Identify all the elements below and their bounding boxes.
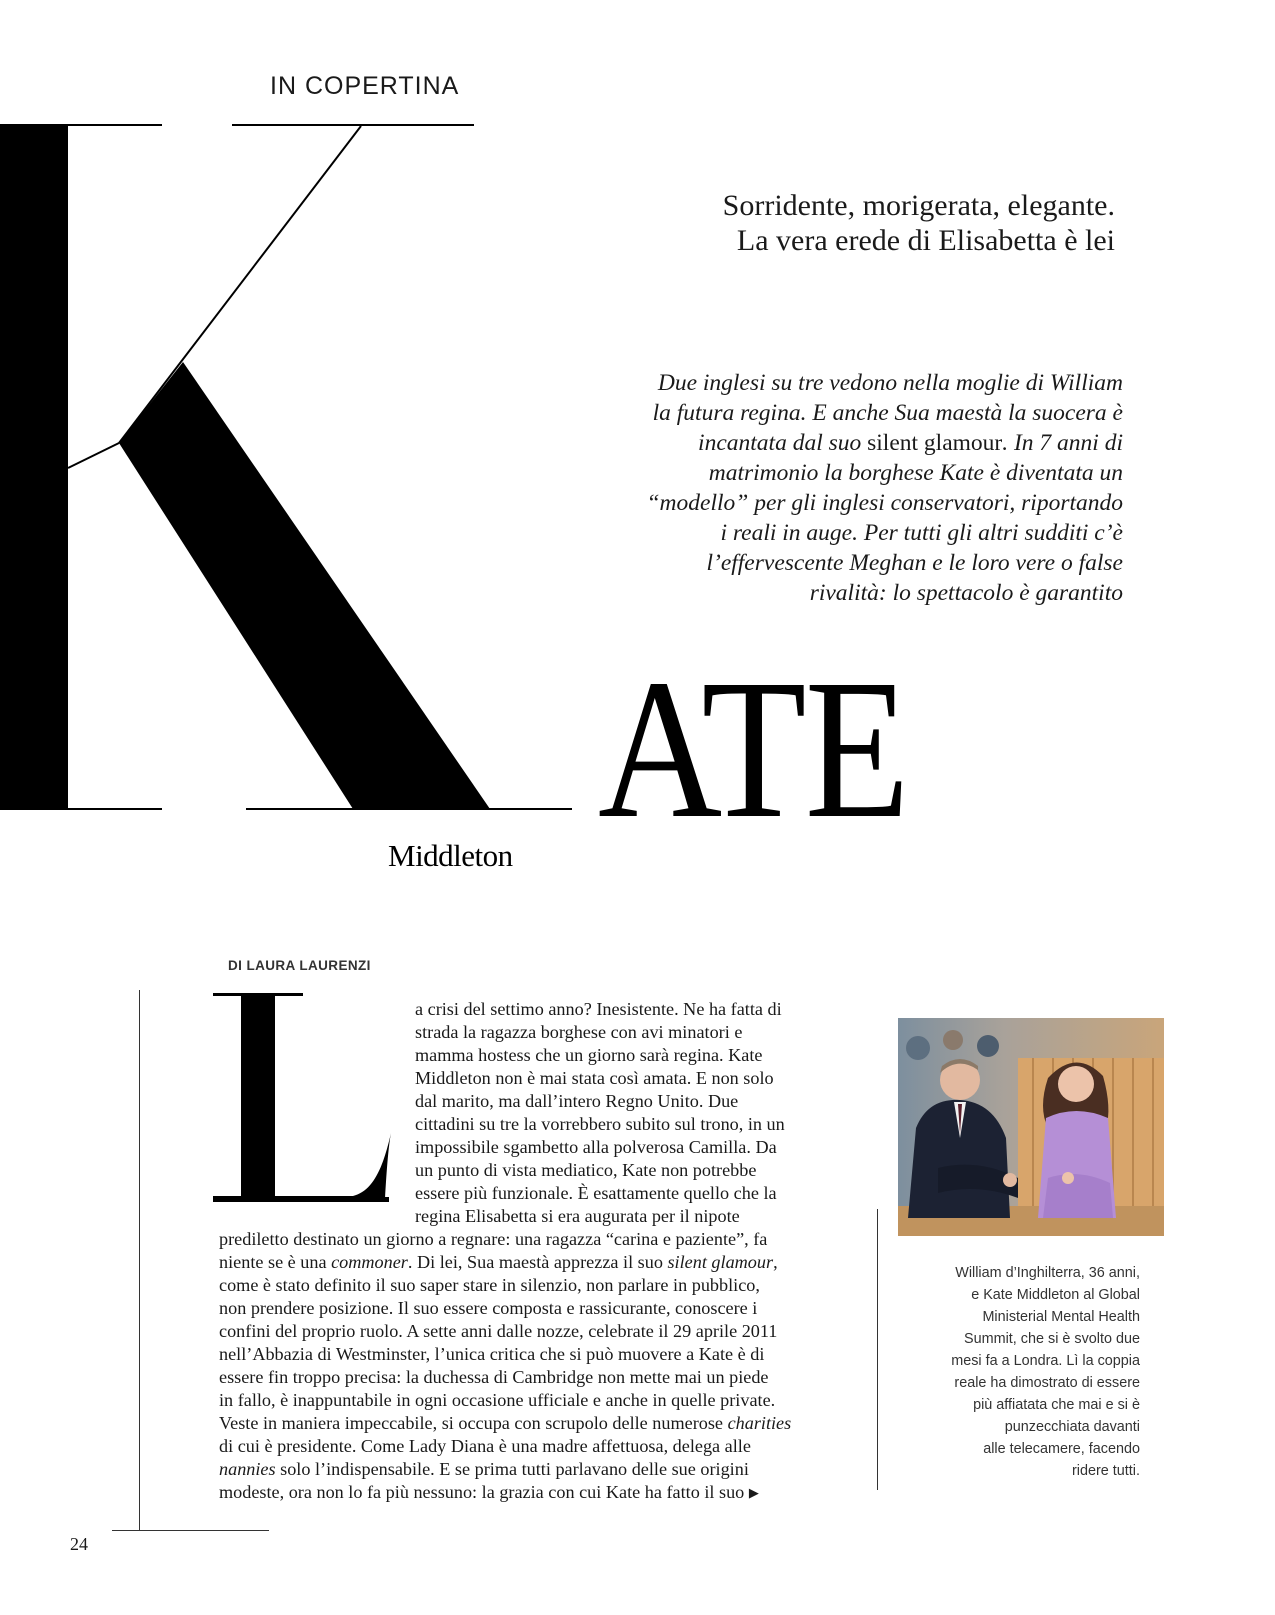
k-thick-leg — [119, 362, 490, 809]
standfirst-line — [623, 548, 1123, 578]
standfirst-run: rivalità: lo spettacolo è garantito — [809, 580, 1123, 606]
article-run: nell’Abbazia di Westminster, l’unica critica che si può muovere a Kate è di — [219, 1344, 765, 1364]
article-run: Middleton non è mai stata così amata. E non solo — [415, 1068, 774, 1088]
article-line — [219, 1090, 819, 1113]
caption-line: William d’Inghilterra, 36 anni, — [955, 1265, 1140, 1281]
article-run: silent glamour — [667, 1252, 774, 1272]
photo-caption — [940, 1262, 1140, 1482]
title-big-letter-k — [0, 0, 600, 840]
article-run: un punto di vista mediatico, Kate non potrebbe — [415, 1160, 757, 1180]
byline: DI LAURA LAURENZI — [228, 958, 371, 973]
standfirst-run: Due inglesi su tre vedono nella moglie di William — [657, 370, 1123, 396]
k-top-serif-left — [0, 124, 162, 126]
title-subtitle: Middleton — [388, 838, 513, 873]
article-run: . Di lei, Sua maestà apprezza il suo — [407, 1252, 668, 1272]
article-run: mamma hostess che un giorno sarà regina. Kate — [415, 1045, 763, 1065]
caption-line: e Kate Middleton al Global — [971, 1287, 1140, 1303]
article-run: dal marito, ma dall’intero Regno Unito. Due — [415, 1091, 739, 1111]
article-run: di cui è presidente. Come Lady Diana è una madre affettuosa, delega alle — [219, 1436, 751, 1456]
article-line — [219, 1274, 819, 1297]
column-rule-left — [139, 990, 140, 1530]
article-line — [219, 1021, 819, 1044]
standfirst-line — [623, 488, 1123, 518]
k-top-serif-right — [232, 124, 474, 126]
article-run: in fallo, è inappuntabile in ogni occasione ufficiale e anche in quelle private. — [219, 1390, 776, 1410]
caption-line: più affiatata che mai e si è — [973, 1397, 1140, 1413]
article-line — [219, 1044, 819, 1067]
caption-line: Ministerial Mental Health — [982, 1309, 1140, 1325]
standfirst-run: l’effervescente Meghan e le loro vere o false — [706, 550, 1123, 576]
article-run: modeste, ora non lo fa più nessuno: la grazia con cui Kate ha fatto il suo — [219, 1482, 749, 1502]
standfirst-run: silent glamour — [867, 430, 1003, 456]
article-body — [219, 998, 819, 1504]
article-line — [219, 1320, 819, 1343]
article-line — [219, 1297, 819, 1320]
caption-line: reale ha dimostrato di essere — [954, 1375, 1140, 1391]
article-line — [219, 1412, 819, 1435]
article-run: impossibile sgambetto alla polverosa Camilla. Da — [415, 1137, 777, 1157]
article-line — [219, 1251, 819, 1274]
article-run: confini del proprio ruolo. A sette anni dalle nozze, celebrate il 29 aprile 2011 — [219, 1321, 778, 1341]
photo-william-and-kate — [898, 1018, 1164, 1236]
standfirst-line — [623, 518, 1123, 548]
article-line — [219, 1113, 819, 1136]
article-run: essere più funzionale. È esattamente quello che la — [415, 1183, 777, 1203]
article-line — [219, 1228, 819, 1251]
standfirst-run: matrimonio la borghese Kate è diventata un — [708, 460, 1123, 486]
standfirst-line — [623, 458, 1123, 488]
standfirst-run: . In 7 anni di — [1002, 430, 1123, 456]
continue-arrow-icon: ▶ — [748, 1485, 759, 1500]
article-run: strada la ragazza borghese con avi minatori e — [415, 1022, 743, 1042]
standfirst-line — [623, 398, 1123, 428]
article-run: come è stato definito il suo saper stare in silenzio, non parlare in pubblico, — [219, 1275, 760, 1295]
standfirst — [623, 368, 1123, 608]
k-thin-arm — [119, 126, 361, 443]
standfirst-line — [623, 368, 1123, 398]
article-run: a crisi del settimo anno? Inesistente. Ne ha fatta di — [415, 999, 782, 1019]
article-line — [219, 1366, 819, 1389]
caption-line: alle telecamere, facendo — [983, 1441, 1140, 1457]
article-run: niente se è una — [219, 1252, 332, 1272]
article-run: commoner — [331, 1252, 408, 1272]
standfirst-line — [623, 578, 1123, 608]
k-arm-join — [68, 443, 119, 468]
deck-line: Sorridente, morigerata, elegante. — [722, 189, 1115, 222]
article-run: Veste in maniera impeccabile, si occupa con scrupolo delle numerose — [219, 1413, 728, 1433]
page-number: 24 — [70, 1534, 88, 1554]
folio-rule — [112, 1530, 269, 1531]
caption-line: ridere tutti. — [1072, 1463, 1140, 1479]
article-line — [219, 1435, 819, 1458]
caption-line: Summit, che si è svolto due — [964, 1331, 1140, 1347]
article-run: solo l’indispensabile. E se prima tutti parlavano delle sue origini — [275, 1459, 749, 1479]
article-line — [219, 1136, 819, 1159]
article-run: prediletto destinato un giorno a regnare: una ragazza “carina e paziente”, fa — [219, 1229, 768, 1249]
article-run: regina Elisabetta si era augurata per il nipote — [415, 1206, 740, 1226]
k-stem — [0, 126, 68, 810]
caption-line: mesi fa a Londra. Lì la coppia — [951, 1353, 1140, 1369]
article-run: , — [773, 1252, 778, 1272]
article-run: cittadini su tre la vorrebbero subito sul trono, in un — [415, 1114, 785, 1134]
standfirst-run: incantata dal suo — [698, 430, 868, 456]
article-line — [219, 1458, 819, 1481]
article-line — [219, 1182, 819, 1205]
article-line — [219, 998, 819, 1021]
standfirst-run: i reali in auge. Per tutti gli altri sudditi c’è — [720, 520, 1123, 546]
deck — [595, 188, 1115, 258]
deck-line: La vera erede di Elisabetta è lei — [736, 224, 1115, 257]
standfirst-run: la futura regina. E anche Sua maestà la suocera è — [652, 400, 1123, 426]
section-label: IN COPERTINA — [270, 72, 460, 100]
caption-line: punzecchiata davanti — [1004, 1419, 1140, 1435]
article-line — [219, 1389, 819, 1412]
article-run: essere fin troppo precisa: la duchessa di Cambridge non mette mai un piede — [219, 1367, 769, 1387]
article-line — [219, 1343, 819, 1366]
cover-photo — [898, 1018, 1164, 1236]
article-line — [219, 1481, 819, 1504]
article-line — [219, 1067, 819, 1090]
standfirst-run: “modello” per gli inglesi conservatori, riportando — [646, 490, 1123, 516]
article-run: non prendere posizione. Il suo essere composta e rassicurante, conoscere i — [219, 1298, 758, 1318]
article-line — [219, 1159, 819, 1182]
title-rest: ATE — [598, 639, 909, 860]
article-run: charities — [727, 1413, 792, 1433]
k-bottom-serif-right — [246, 808, 572, 810]
k-bottom-serif-left — [0, 808, 162, 810]
caption-rule — [877, 1209, 878, 1490]
standfirst-line — [623, 428, 1123, 458]
article-line — [219, 1205, 819, 1228]
article-run: nannies — [219, 1459, 276, 1479]
